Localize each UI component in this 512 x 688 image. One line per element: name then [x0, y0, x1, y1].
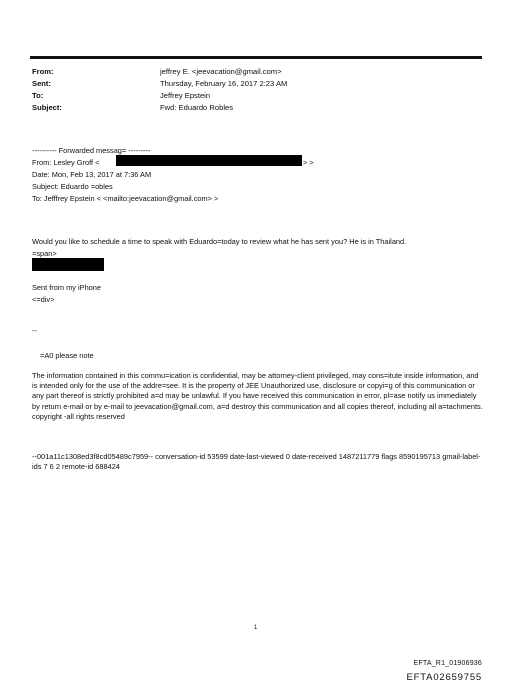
to-value: Jeffrey Epstein: [160, 91, 211, 100]
disclaimer-paragraph: The information contained in this commu=ication is confidential, may be attorney-client privileged, may cons=itute inside information, and is intended only for the use of the addre=see. It is the property of JEE Unauthorized use, disclosure or copyi=g of this communication or any part thereof is strictly prohibited a=d may be unlawful. If you have received this communication in error, pl=ase notify us immediately by return e-mail or by e-mail to jeevacation@gmail.com, a=d destroy this communication and all copies thereof, including all a=tachments. copyright -all rights reserved: [32, 371, 483, 421]
footer-reference-2: EFTA02659755: [406, 672, 482, 683]
forwarded-to: To: Jefffrey Epstein < <mailto:jeevacation@gmail.com> >: [32, 194, 219, 203]
page-number: 1: [254, 625, 258, 631]
sent-from-line: Sent from my iPhone: [32, 283, 102, 292]
forwarded-from: From: Lesley Groff <: [32, 158, 100, 167]
redaction-bar: [116, 155, 302, 166]
subject-label: Subject:: [32, 103, 62, 112]
from-label: From:: [32, 67, 54, 76]
redaction-bar: [32, 258, 104, 271]
to-label: To:: [32, 91, 44, 100]
metadata-line: --001a11c1308ed3f8cd05489c7959-- conversation-id 53599 date-last-viewed 0 date-received 1487211779 flags 8590195713 gmail-label-ids 7 6 2 remote-id 688424: [32, 452, 481, 472]
forwarded-date: Date: Mon, Feb 13, 2017 at 7:36 AM: [32, 170, 152, 179]
forwarded-marker: ---------- Forwarded messag= ---------: [32, 146, 151, 155]
forwarded-from-tail: > >: [303, 158, 314, 167]
message-text: Would you like to schedule a time to speak with Eduardo=today to review what he has sent you? He is in Thailand.: [32, 237, 407, 246]
signature-dashes: --: [32, 326, 37, 335]
sent-label: Sent:: [32, 79, 51, 88]
div-tag: <=div>: [32, 295, 55, 304]
from-value: jeffrey E. <jeevacation@gmail.com>: [160, 67, 282, 76]
header-rule: [30, 56, 482, 59]
subject-value: Fwd: Eduardo Robles: [160, 103, 234, 112]
sent-value: Thursday, February 16, 2017 2:23 AM: [160, 79, 288, 88]
footer-reference-1: EFTA_R1_01906936: [413, 660, 482, 667]
please-note: =A0 please note: [40, 351, 94, 360]
span-tag: =span>: [32, 249, 57, 258]
forwarded-subject: Subject: Eduardo =obles: [32, 182, 113, 191]
